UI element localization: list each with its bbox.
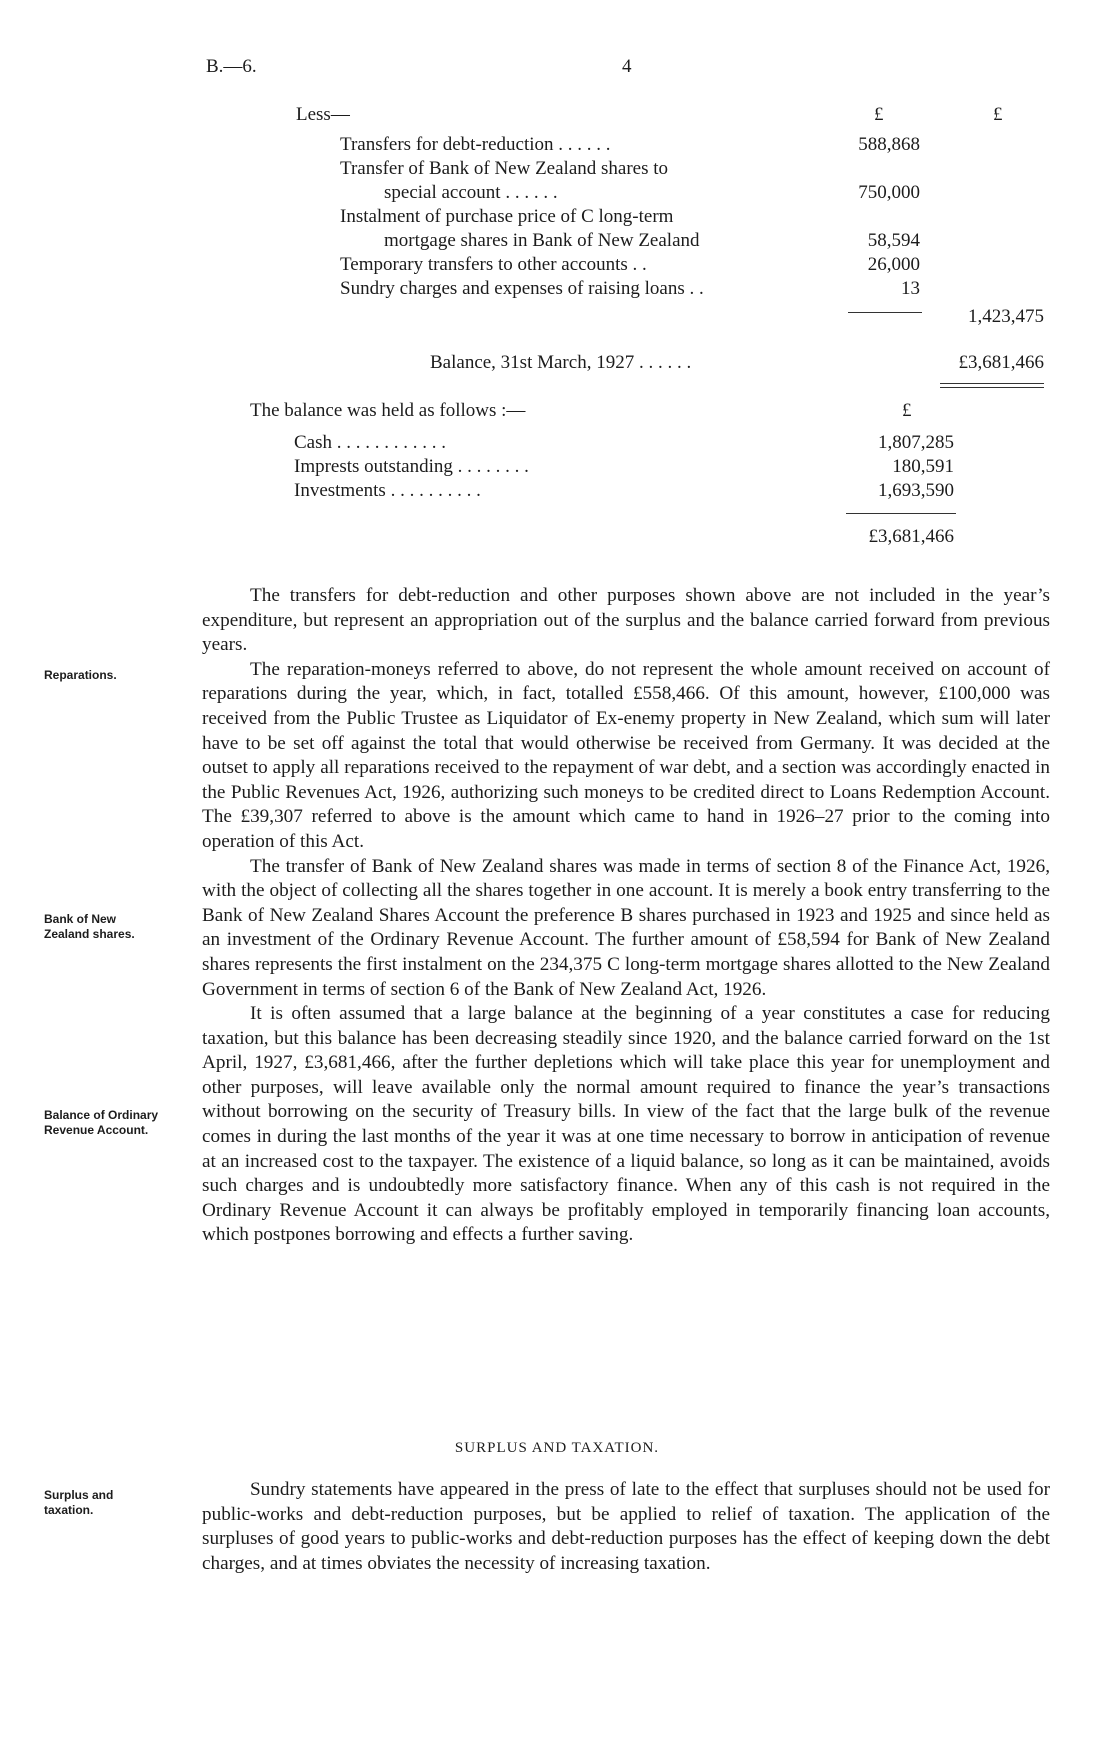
table-row-label: Temporary transfers to other accounts . . (340, 254, 647, 275)
table-row-label: Instalment of purchase price of C long-term (340, 206, 674, 227)
table-row-label: Transfers for debt-reduction . . . . . . (340, 134, 611, 155)
currency-symbol: £ (874, 104, 884, 125)
less-label: Less— (296, 104, 350, 125)
double-rule-top (940, 383, 1044, 384)
margin-note-bank-shares: Bank of New Zealand shares. (44, 912, 135, 941)
paragraph-bank-shares: The transfer of Bank of New Zealand shares was made in terms of section 8 of the Finance Act, 1926, with the object of collecting all the shares together in one account. It is merely a book entry transferring to the Bank of New Zealand Shares Account the preference B shares purchased in 1923 and 1925 and since held as an investment of the Ordinary Revenue Account. The further amount of £58,594 for Bank of New Zealand shares represents the first instalment on the 234,375 C long-term mortgage shares allotted to the New Zealand Government in terms of section 6 of the Bank of New Zealand Act, 1926. (202, 855, 1050, 1000)
page-number: 4 (622, 56, 632, 77)
table-row-amount: 13 (901, 278, 920, 299)
paragraph-balance-account: It is often assumed that a large balance at the beginning of a year constitutes a case for reducing taxation, but this balance has been decreasing steadily since 1920, and the balance carried forward on the 1st April, 1927, £3,681,466, after the further depletions which will take place this year for unemployment and other purposes, will leave available only the normal amount required to finance the year’s transactions without borrowing on the security of Treasury bills. In view of the fact that the large bulk of the revenue comes in during the last months of the year it was at one time necessary to borrow in anticipation of revenue at an increased cost to the taxpayer. The existence of a liquid balance, so long as it can be maintained, avoids such charges and is undoubtedly more satisfactory finance. When any of this cash is not required in the Ordinary Revenue Account it can always be profitably employed in temporarily financing loan accounts, which postpones borrowing and effects a further saving. (202, 1003, 1050, 1246)
document-reference: B.—6. (206, 56, 257, 77)
body-text-section (202, 1478, 1050, 1576)
table-row-amount: 58,594 (867, 230, 920, 251)
paragraph-surplus-taxation: Sundry statements have appeared in the press of late to the effect that surpluses should not be used for public-works and debt-reduction purposes, but be applied to relief of taxation. The application of the surpluses of good years to public-works and debt-reduction purposes has the effect of keeping down the debt charges, and at times obviates the necessity of increasing taxation. (202, 1479, 1050, 1574)
table-row-label-continued: special account . . . . . . (384, 182, 558, 203)
table-row-amount: 750,000 (858, 182, 920, 203)
held-total: £3,681,466 (868, 526, 954, 547)
subtotal-rule (848, 312, 922, 313)
currency-symbol: £ (902, 400, 912, 421)
subtotal-rule (846, 513, 956, 514)
table-row-label: Investments . . . . . . . . . . (294, 480, 481, 501)
table-row-label: Imprests outstanding . . . . . . . . (294, 456, 529, 477)
section-heading: SURPLUS AND TAXATION. (454, 1440, 660, 1456)
table-row-label-continued: mortgage shares in Bank of New Zealand (384, 230, 700, 251)
table-row-amount: 1,693,590 (878, 480, 954, 501)
held-intro: The balance was held as follows :— (250, 400, 526, 421)
paragraph-transfers: The transfers for debt-reduction and other purposes shown above are not included in the year’s expenditure, but represent an appropriation out of the surplus and the balance carried forward from previous years. (202, 585, 1050, 656)
margin-note-balance-account: Balance of Ordinary Revenue Account. (44, 1108, 159, 1137)
currency-symbol: £ (993, 104, 1003, 125)
table-row-amount: 588,868 (858, 134, 920, 155)
balance-amount: £3,681,466 (958, 352, 1044, 373)
table-row-label: Cash . . . . . . . . . . . . (294, 432, 446, 453)
body-text (202, 584, 1050, 1248)
table-row-amount: 26,000 (867, 254, 920, 275)
table-row-label: Sundry charges and expenses of raising loans . . (340, 278, 704, 299)
paragraph-reparations: The reparation-moneys referred to above, do not represent the whole amount received on account of reparations during the year, which, in fact, totalled £558,466. Of this amount, however, £100,000 was received from the Public Trustee as Liquidator of Ex-enemy property in New Zealand, which sum will later have to be set off against the total that would otherwise be received from Germany. It was decided at the outset to apply all reparations received to the repayment of war debt, and a section was accordingly enacted in the Public Revenues Act, 1926, authorizing such moneys to be credited direct to Loans Redemption Account. The £39,307 referred to above is the amount which came to hand in 1926–27 prior to the coming into operation of this Act. (202, 658, 1050, 852)
less-total: 1,423,475 (968, 306, 1044, 327)
double-rule-bottom (940, 387, 1044, 388)
margin-note-reparations: Reparations. (44, 668, 117, 682)
balance-label: Balance, 31st March, 1927 . . . . . . (430, 352, 692, 373)
margin-note-surplus-taxation: Surplus and taxation. (44, 1488, 114, 1517)
table-row-amount: 180,591 (892, 456, 954, 477)
table-row-label: Transfer of Bank of New Zealand shares to (340, 158, 669, 179)
table-row-amount: 1,807,285 (878, 432, 954, 453)
